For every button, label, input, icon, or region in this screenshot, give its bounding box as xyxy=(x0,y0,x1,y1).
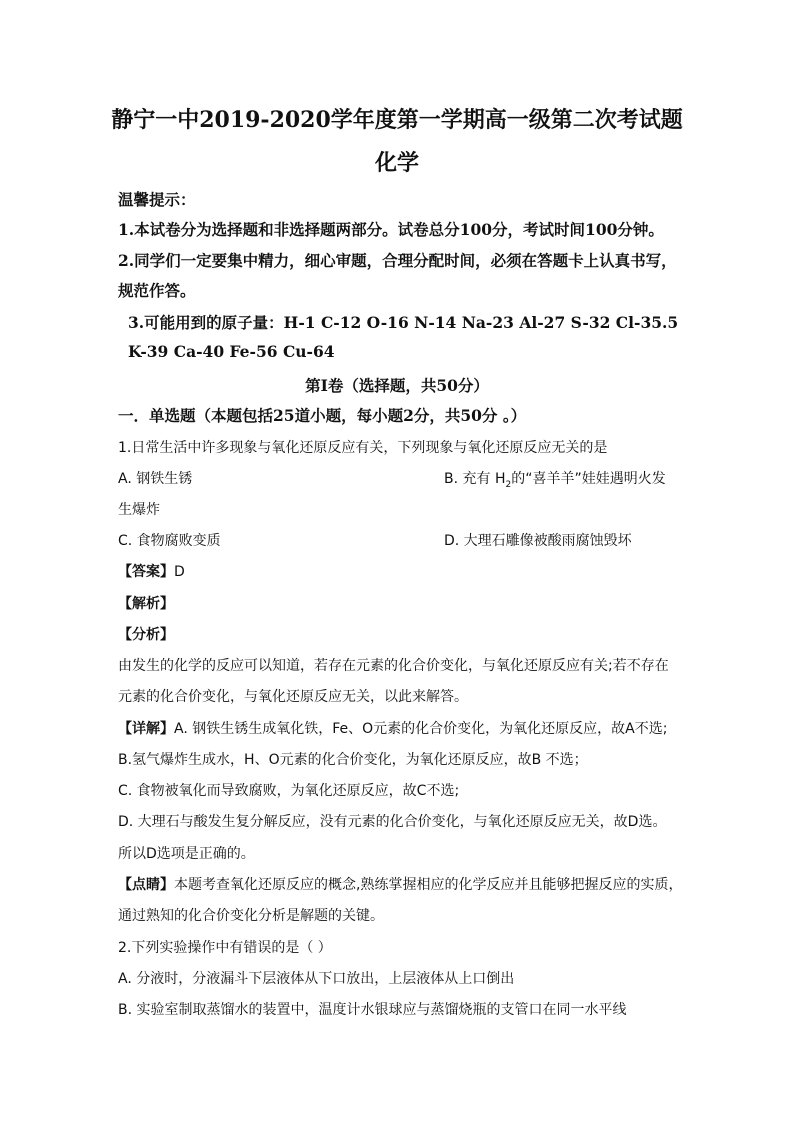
section-title: 第Ⅰ卷（选择题，共50分） xyxy=(305,376,489,395)
answer-value: D xyxy=(174,564,185,580)
dianjing-line-2: 通过熟知的化合价变化分析是解题的关键。 xyxy=(118,908,384,924)
answer-label: 【答案】 xyxy=(118,564,174,580)
fenxi-label: 【分析】 xyxy=(118,627,174,643)
tip-2-line-2: 规范作答。 xyxy=(118,281,196,300)
part-heading: 一．单选题（本题包括25道小题，每小题2分，共50分 。） xyxy=(118,406,527,425)
xiangjie-line-5: 所以D选项是正确的。 xyxy=(118,846,255,862)
tip-2-line-1: 2.同学们一定要集中精力，细心审题，合理分配时间，必须在答题卡上认真书写， xyxy=(118,251,677,270)
question-2-option-a: A. 分液时，分液漏斗下层液体从下口放出，上层液体从上口倒出 xyxy=(118,971,515,987)
fenxi-text-1: 由发生的化学的反应可以知道，若存在元素的化合价变化，与氧化还原反应有关;若不存在 xyxy=(118,658,669,674)
question-2-stem: 2.下列实验操作中有错误的是（ ） xyxy=(118,940,332,956)
xiangjie-line-4: D. 大理石与酸发生复分解反应，没有元素的化合价变化，与氧化还原反应无关，故D选。 xyxy=(118,814,667,830)
dianjing-label: 【点睛】 xyxy=(118,877,174,893)
tip-3-line-1: 3.可能用到的原子量：H-1 C-12 O-16 N-14 Na-23 Al-27 S-32 Cl-35.5 xyxy=(128,313,679,332)
question-1-stem: 1.日常生活中许多现象与氧化还原反应有关，下列现象与氧化还原反应无关的是 xyxy=(118,440,608,456)
xiangjie-label: 【详解】 xyxy=(118,721,174,737)
question-1-option-a: A. 钢铁生锈 xyxy=(118,471,193,487)
question-1-option-b: B. 充有 $H_2$的“喜羊羊”娃娃遇明火发 xyxy=(444,471,666,490)
question-1-option-c: C. 食物腐败变质 xyxy=(118,533,221,549)
xiangjie-line-2: B.氢气爆炸生成水，H、O元素的化合价变化，为氧化还原反应，故B 不选； xyxy=(118,752,588,768)
tip-3-line-2: K-39 Ca-40 Fe-56 Cu-64 xyxy=(128,342,335,361)
tips-heading: 温馨提示： xyxy=(118,190,196,209)
answer-line xyxy=(118,561,185,581)
xiangjie-line-3: C. 食物被氧化而导致腐败，为氧化还原反应，故C不选; xyxy=(118,783,460,799)
fenxi-text-2: 元素的化合价变化，与氧化还原反应无关，以此来解答。 xyxy=(118,689,468,705)
dianjing-line-1: 【点睛】本题考查氧化还原反应的概念,熟练掌握相应的化学反应并且能够把握反应的实质， xyxy=(118,877,683,893)
question-2-option-b: B. 实验室制取蒸馏水的装置中，温度计水银球应与蒸馏烧瓶的支管口在同一水平线 xyxy=(118,1002,627,1018)
jiexi-label: 【解析】 xyxy=(118,596,174,612)
question-1-option-b-continued: 生爆炸 xyxy=(118,502,160,518)
exam-title: 静宁一中2019-2020学年度第一学期高一级第二次考试题 xyxy=(111,107,683,133)
xiangjie-line-1: 【详解】A. 钢铁生锈生成氧化铁，Fe、O元素的化合价变化，为氧化还原反应，故A不选; xyxy=(118,721,668,737)
tip-1: 1.本试卷分为选择题和非选择题两部分。试卷总分100分，考试时间100分钟。 xyxy=(118,220,664,239)
subject-title: 化学 xyxy=(374,150,419,176)
question-1-option-d: D. 大理石雕像被酸雨腐蚀毁坏 xyxy=(444,533,632,549)
